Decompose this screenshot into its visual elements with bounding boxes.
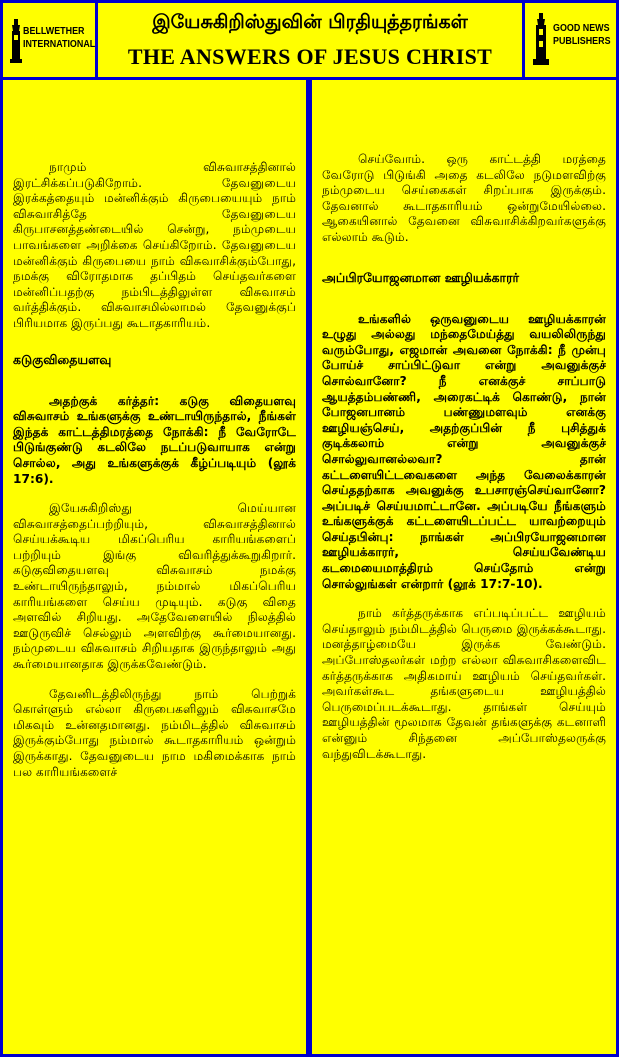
right-scripture-quote: உங்களில் ஒருவனுடைய ஊழியக்காரன் உழுது அல்லது மந்தைமேய்த்து வயலிலிருந்து வரும்போது, எஜமான் அவனை நோக்கி: நீ முன்பு போய்ச் சாப்பிட்டுவா என்று அவனுக்குச் சொல்வானோ? நீ எனக்குச் சாப்பாடு ஆயத்தம்பண்ணி, அரைகட்டிக் கொண்டு, நான் போஜனபானம் பண்ணுமளவும் எனக்கு ஊழியஞ்செய், அதற்குப்பின் நீ புசித்துக் குடிக்கலாம் என்று அவனுக்குச் சொல்லுவானல்லவா? தான் கட்டளையிட்டவைகளை அந்த வேலைக்காரன் செய்ததற்காக அவனுக்கு உபசாரஞ்செய்வானோ? அப்படிச் செய்யமாட்டானே. அப்படியே நீங்களும் உங்களுக்குக் கட்டளையிடப்பட்ட யாவற்றையும் செய்தபின்பு: நாங்கள் அப்பிரயோஜனமான ஊழியக்காரர், செய்யவேண்டிய கடமையைமாத்திரம் செய்தோம் என்று சொல்லுங்கள் என்றார் (லூக் 17:7-10). [322, 311, 606, 591]
right-paragraph-3: நாம் கர்த்தருக்காக எப்படிப்பட்ட ஊழியம் செய்தாலும் நம்மிடத்தில் பெருமை இருக்கக்கூடாது. மனத்தாழ்மையே இருக்க வேண்டும். அப்போஸ்தலர்கள் மற்ற எல்லா விசுவாசிகளைவிட கர்த்தருக்காக அதிகமாய் ஊழியம் செய்தவர்கள். அவர்கள்கூட தங்களுடைய ஊழியத்தில் பெருமைப்படக்கூடாது. தாங்கள் செய்யும் ஊழியத்தின் மூலமாக தேவன் தங்களுக்கு கடனாளி என்னும் சிந்தனை அப்போஸ்தலருக்கு வந்துவிடக்கூடாது. [322, 606, 606, 761]
right-section-heading: அப்பிரயோஜனமான ஊழியக்காரர் [322, 269, 520, 285]
tower-icon [531, 13, 551, 65]
good-news-logo [522, 3, 616, 77]
page-header [0, 0, 619, 80]
bellwether-logo [3, 3, 98, 77]
logo-right-line1: GOOD NEWS [553, 22, 610, 34]
left-paragraph-3: இயேசுகிறிஸ்து மெய்யான விசுவாசத்தைப்பற்றியும், விசுவாசத்தினால் செய்யக்கூடிய மிகப்பெரிய காரியங்களைப் பற்றியும் இங்கு விவரித்துக்கூறுகிறார். கடுகுவிதையளவு விசுவாசம் நமக்கு உண்டாயிருந்தாலும், நம்மால் மிகப்பெரிய காரியங்களை செய்ய முடியும். கடுகு விதை அளவில் சிறியது. அதேவேளையில் நிலத்தில் ஊடுருவிச் செல்லும் அளவிற்கு கூர்மையானது. நம்முடைய விசுவாசம் சிறியதாக இருந்தாலும் அது கூர்மையானதாக இருக்கவேண்டும். [13, 501, 296, 672]
left-paragraph-1: நாமும் விசுவாசத்தினால் இரட்சிக்கப்படுகிறோம். தேவனுடைய இரக்கத்தையும் மன்னிக்கும் கிருபையையும் நாம் விசுவாசித்தே தேவனுடைய கிருபாசனத்தண்டையில் சென்று, நம்முடைய பாவங்களை அறிக்கை செய்கிறோம். தேவனுடைய மன்னிக்கும் கிருபையை நாம் விசுவாசிக்கும்போது, நமக்கு விரோதமாக தப்பிதம் செய்தவர்களை மன்னிப்பதற்கு நம்பிடத்திலுள்ள விசுவாசம் வர்த்திக்கும். விசுவாசமில்லாமல் தேவனுக்குப் பிரியமாக இருப்பது கூடாதகாரியம். [13, 160, 296, 330]
left-paragraph-4: தேவனிடத்திலிருந்து நாம் பெற்றுக் கொள்ளும் எல்லா கிருபைகளிலும் விசுவாசமே மிகவும் உன்னதமானது. நம்மிடத்தில் விசுவாசம் இருக்கும்போது நம்மால் கூடாதகாரியம் ஒன்றும் இருக்காது. தேவனுடைய நாம மகிமைக்காக நாம் பல காரியங்களைச் [13, 686, 296, 779]
right-column [309, 80, 616, 1054]
tower-icon [9, 19, 23, 63]
left-section-heading: கடுகுவிதையளவு [13, 351, 112, 367]
bellwether-logo-text [23, 25, 95, 51]
good-news-logo-text [553, 22, 611, 48]
right-paragraph-1: செய்வோம். ஒரு காட்டத்தி மரத்தை வேரோடு பிடுங்கி அதை கடலிலே நடுமளவிற்கு நம்முடைய செய்கைகள் சிறப்பாக இருக்கும். தேவனால் கூடாதகாரியம் ஒன்றுமேயில்லை. ஆகையினால் தேவனை விசுவாசிக்கிறவர்களுக்கு எல்லாம் கூடும். [322, 152, 606, 244]
logo-left-line2: INTERNATIONAL [23, 38, 96, 50]
page-title-tamil: இயேசுகிறிஸ்துவின் பிரதியுத்தரங்கள் [152, 11, 468, 33]
left-scripture-quote: அதற்குக் கர்த்தர்: கடுகு விதையளவு விசுவாசம் உங்களுக்கு உண்டாயிருந்தால், நீங்கள் இந்தக் காட்டத்திமரத்தை நோக்கி: நீ வேரோடே பிடுங்குண்டு கடலிலே நடப்படுவாயாக என்று சொல்ல, அது உங்களுக்குக் கீழ்ப்படியும் (லூக் 17:6). [13, 393, 296, 486]
left-column [3, 80, 309, 1054]
logo-left-line1: BELLWETHER [23, 25, 85, 37]
page-title-english: THE ANSWERS OF JESUS CHRIST [127, 44, 493, 69]
title-box [98, 3, 522, 77]
logo-right-line2: PUBLISHERS [553, 35, 611, 47]
